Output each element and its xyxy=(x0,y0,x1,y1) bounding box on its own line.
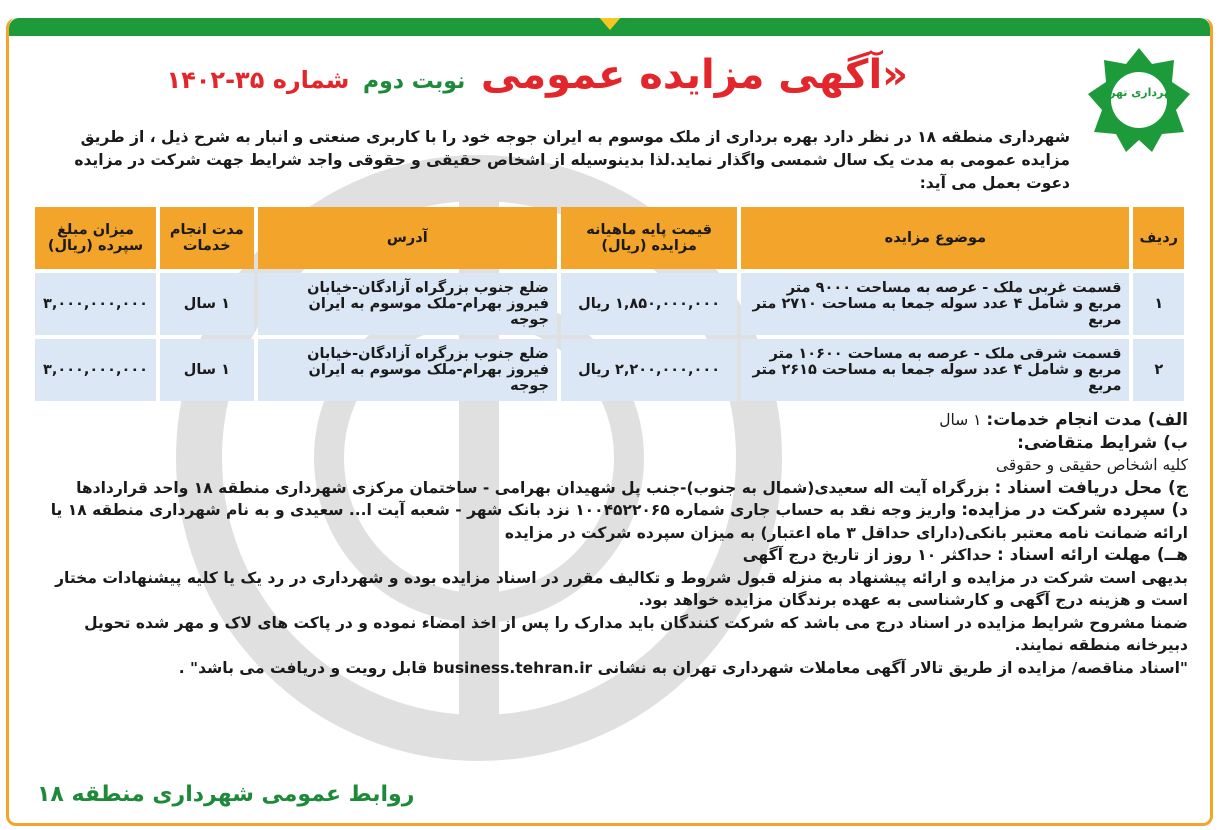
term-b-text: کلیه اشخاص حقیقی و حقوقی xyxy=(995,456,1188,474)
term-a-label: الف) مدت انجام خدمات: xyxy=(986,410,1188,430)
cell-row: ۲ xyxy=(1133,339,1184,401)
terms-section xyxy=(31,409,1188,679)
title-main: «آگهی مزایده عمومی xyxy=(480,52,908,98)
term-e xyxy=(31,544,1188,567)
cell-address: ضلع جنوب بزرگراه آزادگان-خیابان فیروز بهرام-ملک موسوم به ایران جوجه xyxy=(258,273,557,335)
notch-marker xyxy=(598,18,622,30)
term-b-label: ب) شرایط متقاضی: xyxy=(1017,432,1188,453)
tehran-municipality-logo-icon xyxy=(1084,46,1194,154)
term-e-text: حداکثر ۱۰ روز از تاریخ درج آگهی xyxy=(742,546,992,564)
title-number: شماره ۳۵-۱۴۰۲ xyxy=(166,66,350,94)
table-header-row xyxy=(35,207,1184,269)
term-a-text: ۱ سال xyxy=(939,411,982,429)
ad-content xyxy=(31,44,1188,679)
term-a xyxy=(31,409,1188,432)
cell-address: ضلع جنوب بزرگراه آزادگان-خیابان فیروز بهرام-ملک موسوم به ایران جوجه xyxy=(258,339,557,401)
term-note: "اسناد مناقصه/ مزایده از طریق تالار آگهی معاملات شهرداری تهران به نشانی business.tehran.ir قابل رویت و دریافت می باشد" . xyxy=(178,658,1188,677)
ad-title xyxy=(166,52,908,98)
cell-duration: ۱ سال xyxy=(160,339,254,401)
cell-subject: قسمت شرقی ملک - عرصه به مساحت ۱۰۶۰۰ متر مربع و شامل ۴ عدد سوله جمعا به مساحت ۲۶۱۵ متر مربع xyxy=(741,339,1129,401)
term-d xyxy=(31,499,1188,544)
col-row: ردیف xyxy=(1133,207,1184,269)
cell-deposit: ۳,۰۰۰,۰۰۰,۰۰۰ xyxy=(35,339,156,401)
table-row xyxy=(35,273,1184,335)
cell-duration: ۱ سال xyxy=(160,273,254,335)
term-d-label: د) سپرده شرکت در مزایده: xyxy=(961,500,1188,520)
col-subject: موضوع مزایده xyxy=(741,207,1129,269)
col-deposit: میزان مبلغ سپرده (ریال) xyxy=(35,207,156,269)
term-e-label: هــ) مهلت ارائه اسناد : xyxy=(996,545,1188,565)
cell-row: ۱ xyxy=(1133,273,1184,335)
signature: روابط عمومی شهرداری منطقه ۱۸ xyxy=(37,782,415,807)
cell-price: ۲,۲۰۰,۰۰۰,۰۰۰ ریال xyxy=(561,339,737,401)
intro-text: شهرداری منطقه ۱۸ در نظر دارد بهره برداری از ملک موسوم به ایران جوجه خود را با کاربری صنعتی و انبار به شرح ذیل ، از طریق مزایده عمومی به مدت یک سال شمسی واگذار نماید.لذا بدینوسیله از اشخاص حقیقی و حقوقی واجد شرایط جهت شرکت در مزایده دعوت بعمل می آید: xyxy=(74,128,1070,192)
cell-price: ۱,۸۵۰,۰۰۰,۰۰۰ ریال xyxy=(561,273,737,335)
term-c-text: بزرگراه آیت اله سعیدی(شمال به جنوب)-جنب پل شهیدان بهرامی - ساختمان مرکزی شهرداری منطقه ۱۸ واحد قراردادها xyxy=(76,478,990,497)
col-address: آدرس xyxy=(258,207,557,269)
header xyxy=(31,44,1188,114)
term-d-text: واریز وجه نقد به حساب جاری شماره ۱۰۰۴۵۲۲۰۶۵ نزد بانک شهر - شعبه آیت ا... سعیدی و به نام شهرداری منطقه ۱۸ یا ارائه ضمانت نامه معتبر بانکی(دارای حداقل ۳ ماه اعتبار) به میزان سپرده شرکت در مزایده xyxy=(50,501,1188,542)
auction-table xyxy=(31,203,1188,405)
table-row xyxy=(35,339,1184,401)
term-para-1: بدیهی است شرکت در مزایده و ارائه پیشنهاد به منزله قبول شروط و تکالیف مقرر در اسناد مزایده بوده و شهرداری در رد یک یا کلیه پیشنهادات مختار است و هزینه درج آگهی و کارشناسی به عهده برندگان مزایده خواهد بود. xyxy=(55,568,1188,609)
cell-deposit: ۳,۰۰۰,۰۰۰,۰۰۰ xyxy=(35,273,156,335)
term-c-label: ج) محل دریافت اسناد : xyxy=(994,477,1188,498)
term-b xyxy=(31,432,1188,455)
col-duration: مدت انجام خدمات xyxy=(160,207,254,269)
title-round: نوبت دوم xyxy=(362,69,466,94)
col-price: قیمت پایه ماهیانه مزایده (ریال) xyxy=(561,207,737,269)
ad-frame xyxy=(6,18,1213,826)
logo-text: شهرداری تهران xyxy=(1096,86,1182,99)
cell-subject: قسمت غربی ملک - عرصه به مساحت ۹۰۰۰ متر مربع و شامل ۴ عدد سوله جمعا به مساحت ۲۷۱۰ متر مربع xyxy=(741,273,1129,335)
term-c xyxy=(31,477,1188,500)
term-para-2: ضمنا مشروح شرایط مزایده در اسناد درج می باشد که شرکت کنندگان باید مدارک را پس از اخذ امضاء نموده و در پاکت های لاک و مهر شده تحویل دبیرخانه منطقه نمایند. xyxy=(84,613,1188,654)
